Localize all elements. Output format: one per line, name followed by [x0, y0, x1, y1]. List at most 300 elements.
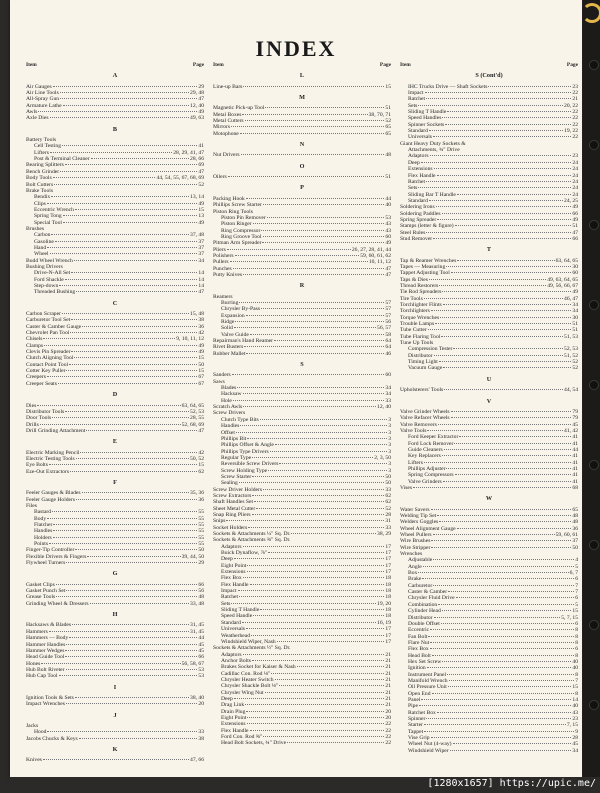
entry-page: 45 — [572, 421, 578, 428]
dot-leader — [437, 219, 571, 220]
entry-page: 12, 40 — [190, 102, 204, 109]
entry-item: Bolt Cutters — [26, 181, 54, 188]
index-entry — [400, 485, 578, 491]
section-letter: H — [112, 611, 118, 619]
entry-page: 41 — [572, 434, 578, 441]
entry-page: 79 — [572, 408, 578, 415]
entry-page: 23 — [572, 153, 578, 160]
entry-page: 8 — [575, 671, 578, 678]
entry-page: 49 — [198, 349, 204, 356]
dot-leader — [38, 111, 197, 112]
dot-leader — [430, 155, 572, 156]
entry-item: Hacksaws & Blades — [26, 622, 72, 629]
entry-item: Distributor — [408, 614, 433, 621]
entry-item: Door Tools — [26, 415, 52, 422]
entry-page: 33 — [385, 397, 391, 404]
entry-item: Wrenches — [400, 551, 423, 558]
entry-item: Distributor Tools — [26, 408, 65, 415]
entry-item: Cadillac Con. Rod ⅛" — [221, 670, 271, 677]
entry-page: 37 — [198, 238, 204, 245]
dot-leader — [74, 260, 198, 261]
dot-leader — [43, 759, 189, 760]
entry-item: Gasket Clips — [26, 581, 55, 588]
entry-item: Hammer Handles — [26, 641, 66, 648]
entry-page: 8 — [575, 627, 578, 634]
dot-leader — [434, 168, 572, 169]
dot-leader — [231, 126, 384, 127]
dot-leader — [234, 698, 385, 699]
entry-page: 22 — [572, 121, 578, 128]
entry-page: 13, 14 — [190, 194, 204, 201]
entry-item: Carbon Scraper — [26, 311, 61, 318]
entry-page: 7, 15 — [566, 722, 578, 729]
entry-item: Screw Holding Type — [221, 467, 268, 474]
entry-item: Sockets & Attachments ¼" Sq. Dr. — [213, 531, 291, 537]
dot-leader — [431, 737, 572, 738]
entry-page: 3 — [388, 423, 391, 430]
entry-page: 56 — [385, 319, 391, 325]
entry-item: Adaptors — [408, 153, 429, 160]
dot-leader — [74, 357, 197, 358]
entry-page: 18 — [385, 607, 391, 614]
entry-page: 31, 45 — [190, 622, 204, 629]
entry-item: Piston Pin Remover — [221, 214, 266, 221]
entry-item: Ford Con. Rod ⅝" — [221, 734, 263, 740]
dot-leader — [443, 304, 572, 305]
entry-item: Torchlighters — [400, 308, 430, 315]
entry-page: 41 — [572, 478, 578, 485]
dot-leader — [456, 597, 575, 598]
dot-leader — [455, 225, 572, 226]
entry-item: Feeler Gauge Holders — [26, 496, 76, 503]
entry-page: 3 — [388, 435, 391, 442]
dot-leader — [432, 655, 574, 656]
entry-item: Piston Ringer — [221, 221, 252, 228]
entry-item: Drag Link — [221, 702, 245, 709]
entry-item: Double Offset — [408, 620, 440, 627]
entry-page: 48 — [572, 519, 578, 526]
entry-page: 49 — [198, 109, 204, 116]
entry-page: 44 — [572, 446, 578, 453]
entry-item: Phillips Screw Starter — [213, 202, 262, 209]
dot-leader — [451, 272, 572, 273]
entry-item: Grease Tools — [26, 594, 56, 601]
entry-item: Valve Removers — [400, 421, 437, 428]
section-letter: G — [112, 570, 118, 578]
entry-item: Nut Drivers — [213, 152, 240, 159]
dot-leader — [252, 476, 384, 477]
index-entry — [213, 174, 391, 180]
dot-leader — [263, 236, 385, 237]
entry-item: Repairman's Hand Reamer — [213, 338, 274, 345]
entry-page: 20 — [198, 701, 204, 708]
dot-leader — [66, 562, 197, 563]
dot-leader — [450, 750, 572, 751]
entry-item: Ford Keeper Extractor — [408, 434, 459, 441]
entry-item: Budd Wheel Wrench — [26, 257, 73, 264]
dot-leader — [439, 361, 572, 362]
entry-item: Chrysler Heater Switch — [221, 676, 274, 683]
dot-leader — [66, 644, 197, 645]
dot-leader — [245, 704, 384, 705]
dot-leader — [50, 152, 172, 153]
entry-item: Sliding Bar T Handle — [408, 191, 456, 198]
entry-item: Adjustable — [408, 557, 433, 564]
dot-leader — [66, 703, 197, 704]
dot-leader — [431, 547, 571, 548]
entry-page: 37 — [572, 538, 578, 545]
entry-item: Pipe — [408, 703, 418, 710]
dot-leader — [433, 136, 571, 137]
entry-item: Threaded Bushing — [34, 289, 76, 296]
entry-item: Distributor — [408, 352, 433, 359]
entry-page: 19, 20 — [377, 600, 391, 607]
dot-leader — [86, 430, 197, 431]
entry-item: Taps & Dies — [400, 276, 428, 283]
entry-item: Post & Terminal Cleaner — [34, 156, 90, 163]
entry-page: 18 — [385, 594, 391, 601]
entry-page: 22 — [385, 740, 391, 747]
dot-leader — [256, 508, 384, 509]
dot-leader — [429, 279, 546, 280]
entry-page: 44 — [385, 195, 391, 202]
entry-page: 30 — [572, 314, 578, 321]
entry-page: 29 — [198, 560, 204, 567]
entry-page: 43 — [385, 221, 391, 228]
dot-leader — [250, 584, 385, 585]
entry-page: 45 — [572, 741, 578, 748]
entry-item: Battery Tools — [26, 137, 57, 144]
dot-leader — [47, 247, 197, 248]
entry-page: 19, 22 — [564, 128, 578, 135]
dot-leader — [451, 411, 572, 412]
dot-leader — [430, 648, 575, 649]
entry-item: Hub Bolt Riveter — [26, 666, 65, 673]
dot-leader — [76, 499, 197, 500]
entry-page: 18 — [385, 575, 391, 582]
entry-page: 33 — [385, 524, 391, 531]
dot-leader — [62, 145, 197, 146]
dot-leader — [431, 310, 572, 311]
dot-leader — [439, 285, 546, 286]
dot-leader — [52, 511, 197, 512]
entry-item: Water Savers — [400, 506, 430, 513]
dot-leader — [447, 674, 574, 675]
entry-item: Welders Goggles — [400, 519, 439, 526]
entry-item: Line-up Bars — [213, 83, 243, 90]
entry-page: 60 — [385, 233, 391, 240]
dot-leader — [242, 622, 376, 623]
dot-leader — [235, 255, 360, 256]
entry-page: 56, 57 — [377, 325, 391, 332]
entry-item: Wire Stripper — [400, 544, 431, 551]
entry-page: 51, 52 — [564, 352, 578, 359]
column-header — [213, 62, 391, 68]
entry-item: Buick Dynaflow, ⅞" — [221, 550, 268, 557]
dot-leader — [58, 383, 197, 384]
entry-page: 47 — [198, 289, 204, 296]
dot-leader — [41, 663, 180, 664]
entry-item: Ratchet — [408, 178, 426, 185]
entry-page: 50 — [572, 544, 578, 551]
entry-item: Ratchet — [221, 594, 239, 601]
entry-page: 7 — [575, 589, 578, 596]
dot-leader — [71, 319, 197, 320]
dot-leader — [70, 471, 197, 472]
section-letter: F — [113, 478, 117, 486]
entry-item: Drills — [26, 421, 39, 428]
dot-leader — [244, 346, 384, 347]
dot-leader — [50, 253, 198, 254]
entry-page: 24 — [572, 178, 578, 185]
entry-item: Tappet Adjusting Tool — [400, 270, 450, 277]
entry-page: 60 — [385, 372, 391, 379]
entry-item: Tire Tools — [400, 295, 423, 302]
dot-leader — [246, 315, 385, 316]
entry-page: 17 — [385, 626, 391, 633]
entry-item: Tappet — [408, 728, 424, 735]
dot-leader — [246, 628, 384, 629]
entry-item: Caster & Camber — [408, 589, 448, 596]
entry-item: Hub Cap Tool — [26, 673, 58, 680]
dot-leader — [243, 546, 385, 547]
entry-item: Chisels — [26, 336, 43, 343]
entry-page: 49 — [198, 219, 204, 226]
dot-leader — [453, 743, 572, 744]
dot-leader — [52, 417, 189, 418]
dot-leader — [247, 717, 384, 718]
entry-item: Adaptors — [221, 651, 242, 658]
entry-item: Angle — [408, 563, 422, 570]
dot-leader — [263, 736, 384, 737]
dot-leader — [234, 327, 376, 328]
dot-leader — [53, 86, 198, 87]
dot-leader — [235, 321, 384, 322]
entry-item: Brushes — [26, 225, 45, 232]
dot-leader — [442, 610, 572, 611]
entry-item: Metal Cutters — [213, 118, 244, 125]
dot-leader — [455, 474, 572, 475]
entry-item: Magnetic Pick-up Tool — [213, 105, 265, 112]
entry-page: 14 — [198, 283, 204, 289]
entry-item: Universals — [408, 134, 432, 141]
dot-leader — [263, 204, 385, 205]
entry-item: Ridge — [221, 319, 235, 325]
entry-page: 5 — [575, 601, 578, 608]
dot-leader — [268, 552, 384, 553]
entry-page: 34 — [572, 308, 578, 315]
index-entry — [26, 601, 204, 607]
dot-leader — [421, 699, 571, 700]
entry-item: Rubber Mallet — [213, 350, 246, 357]
dot-leader — [279, 463, 387, 464]
entry-page: 46 — [385, 350, 391, 357]
entry-page: 21 — [385, 683, 391, 690]
entry-page: 28 — [572, 735, 578, 742]
entry-page: 64 — [385, 344, 391, 351]
entry-item: Valve Guide — [221, 331, 249, 338]
entry-item: Carbon — [34, 232, 51, 239]
entry-page: 44, 54 — [564, 387, 578, 394]
entry-page: 37, 48 — [190, 232, 204, 239]
entry-page: 48 — [385, 152, 391, 159]
entry-page: 24 — [572, 191, 578, 198]
entry-item: Carburetor — [408, 582, 433, 589]
entry-page: 38 — [198, 317, 204, 324]
entry-item: Reversible Screw Drivers — [221, 461, 279, 468]
entry-page: 65 — [572, 506, 578, 513]
entry-item: Spinner — [408, 716, 426, 722]
entry-item: Phillips Offset & Angle — [221, 442, 274, 449]
entry-item: Vise Grip — [408, 735, 430, 742]
dot-leader — [448, 591, 574, 592]
entry-page: 79 — [572, 415, 578, 422]
dot-leader — [442, 117, 571, 118]
binder-ring-icon — [582, 3, 600, 23]
index-entry — [400, 748, 578, 754]
entry-page: 28 — [385, 511, 391, 518]
entry-item: Screw Driver Holders — [213, 486, 263, 493]
entry-page: 55 — [198, 541, 204, 548]
entry-item: Drive-N-All Set — [34, 270, 71, 277]
entry-item: Impact Wrenches — [26, 701, 65, 708]
dot-leader — [241, 154, 385, 155]
dot-leader — [250, 334, 385, 335]
dot-leader — [426, 98, 571, 99]
entry-item: Deep — [408, 159, 420, 166]
entry-item: Valve Grinder Wheels — [400, 408, 450, 415]
entry-item: Pullers — [213, 259, 229, 266]
entry-item: Flare Nut — [408, 639, 430, 646]
entry-page: 62 — [385, 492, 391, 499]
entry-item: Deep — [221, 695, 233, 702]
entry-page: 50 — [198, 547, 204, 554]
entry-item: Wheel Nut (4-way) — [408, 741, 452, 748]
entry-page: 52 — [198, 181, 204, 188]
entry-item: Hacksaw — [221, 391, 242, 398]
entry-page: 56 — [198, 588, 204, 595]
section-letter: S (Cont'd) — [475, 72, 503, 80]
entry-page: 40 — [572, 665, 578, 672]
index-entry — [400, 236, 578, 242]
entry-page: 17 — [385, 562, 391, 569]
entry-page: 33 — [385, 486, 391, 493]
dot-leader — [75, 549, 197, 550]
entry-item: Panel — [408, 696, 421, 703]
dot-leader — [65, 656, 197, 657]
dot-leader — [90, 603, 190, 604]
entry-item: Standard — [221, 619, 241, 626]
entry-item: Offset — [221, 429, 235, 436]
entry-page: 29, 48 — [190, 90, 204, 97]
entry-page: 8 — [575, 639, 578, 646]
entry-page: 33, 48 — [190, 600, 204, 607]
dot-leader — [443, 481, 572, 482]
entry-page: 47 — [385, 271, 391, 278]
column-header-page: Page — [566, 62, 578, 68]
dot-leader — [436, 206, 572, 207]
entry-page: 52, 68, 69 — [181, 421, 204, 428]
entry-page: 22 — [572, 109, 578, 116]
entry-item: Handles — [34, 528, 53, 535]
entry-page: 36 — [572, 525, 578, 532]
dot-leader — [275, 444, 387, 445]
dot-leader — [265, 107, 384, 108]
entry-item: Pitman Arm Spreader — [213, 240, 262, 247]
dot-leader — [434, 617, 561, 618]
dot-leader — [230, 261, 368, 262]
dot-leader — [443, 367, 571, 368]
dot-leader — [247, 723, 385, 724]
entry-item: Sliding T Handle — [408, 109, 447, 116]
dot-leader — [56, 584, 198, 585]
entry-page: 23 — [572, 716, 578, 722]
section-letter: L — [299, 72, 305, 80]
entry-item: Oil Pressure Unit — [408, 684, 447, 691]
entry-page: 52 — [572, 365, 578, 372]
dot-leader — [262, 242, 384, 243]
entry-item: Vacuum Gauge — [408, 365, 443, 372]
index-entry — [26, 115, 204, 121]
entry-item: Bench Grinder — [26, 168, 60, 175]
dot-leader — [260, 609, 384, 610]
entry-page: 41 — [198, 143, 204, 150]
dot-leader — [66, 590, 197, 591]
entry-page: 21 — [385, 695, 391, 702]
entry-item: Eye Bolts — [26, 462, 48, 469]
entry-item: Instrument Panel — [408, 671, 447, 678]
entry-page: 2, 3, 50 — [374, 454, 391, 461]
dot-leader — [261, 230, 384, 231]
entry-page: 55 — [198, 522, 204, 528]
entry-page: 38, 70, 71 — [368, 111, 391, 118]
entry-item: Sliding T Handle — [221, 607, 260, 614]
entry-item: Expansion — [221, 312, 245, 319]
entry-page: 22 — [572, 115, 578, 122]
dot-leader — [454, 443, 571, 444]
entry-page: 47 — [385, 265, 391, 272]
entry-item: Spring Spreader — [400, 216, 437, 223]
entry-item: Finger-Tip Controller — [26, 547, 75, 554]
dot-leader — [270, 451, 388, 452]
entry-page: 28, 55 — [190, 415, 204, 422]
entry-page: 53 — [198, 673, 204, 680]
entry-item: Impact — [221, 588, 237, 595]
section-letter: S — [300, 361, 304, 369]
column-header-item: Item — [400, 62, 411, 68]
entry-page: 17 — [385, 569, 391, 576]
entry-item: Trouble Lamps — [400, 321, 435, 328]
entry-page: 28, 66 — [190, 156, 204, 163]
entry-item: Brake Tools — [26, 187, 54, 194]
entry-page: 49 — [385, 240, 391, 247]
entry-item: Saws — [213, 378, 225, 385]
dot-leader — [449, 680, 575, 681]
entry-item: Feeler Gauges & Blades — [26, 490, 81, 497]
dot-leader — [442, 213, 572, 214]
entry-item: Step-down — [34, 283, 59, 289]
dot-leader — [446, 468, 571, 469]
entry-page: 3 — [388, 442, 391, 449]
entry-item: Soldering Irons — [400, 204, 435, 211]
entry-page: 44 — [198, 635, 204, 642]
entry-item: Speed Handle — [221, 613, 253, 620]
dot-leader — [426, 718, 571, 719]
dot-leader — [291, 533, 376, 534]
dot-leader — [267, 217, 385, 218]
entry-item: Torchlighter Flints — [400, 302, 442, 309]
entry-page: 59, 60, 61 — [555, 532, 578, 539]
